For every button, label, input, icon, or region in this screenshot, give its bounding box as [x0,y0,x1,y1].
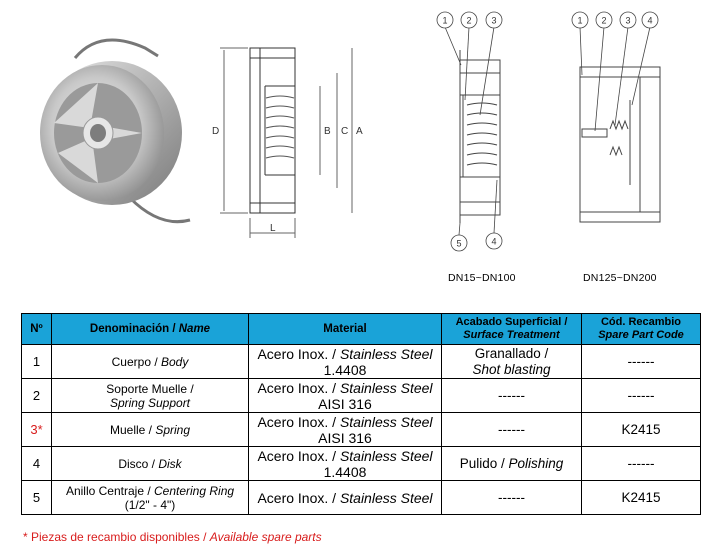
callout-b-2: 2 [466,15,472,26]
dim-label-d: D [212,126,220,137]
row-name: Anillo Centraje / Centering Ring (1/2" - 4") [52,481,249,515]
row-material: Acero Inox. / Stainless Steel AISI 316 [249,379,442,413]
row-number: 1 [22,345,52,379]
row-name: Soporte Muelle / Spring Support [52,379,249,413]
header-material: Material [249,314,442,345]
valve-illustration [20,28,195,238]
callout-c-1: 1 [577,15,583,26]
row-material: Acero Inox. / Stainless Steel 1.4408 [249,447,442,481]
header-no: Nº [22,314,52,345]
table-row [22,481,701,515]
row-surface-treatment: ------ [442,481,582,515]
row-name: Muelle / Spring [52,413,249,447]
callout-c-4: 4 [647,15,653,26]
callout-b-4: 4 [491,236,497,247]
callout-b-1: 1 [442,15,448,26]
row-material: Acero Inox. / Stainless Steel [249,481,442,515]
row-surface-treatment: Granallado / Shot blasting [442,345,582,379]
callout-c-2: 2 [601,15,607,26]
table-row [22,345,701,379]
caption-dn125-dn200: DN125~DN200 [583,272,657,284]
row-spare-code: ------ [582,345,701,379]
spare-parts-footnote: * Piezas de recambio disponibles / Available spare parts [23,530,322,544]
row-number: 2 [22,379,52,413]
row-material: Acero Inox. / Stainless Steel 1.4408 [249,345,442,379]
row-number: 4 [22,447,52,481]
row-number: 3* [22,413,52,447]
row-number: 5 [22,481,52,515]
row-spare-code: K2415 [582,481,701,515]
header-name: Denominación / Name [52,314,249,345]
row-name: Disco / Disk [52,447,249,481]
row-surface-treatment: ------ [442,379,582,413]
callout-b-3: 3 [491,15,497,26]
section-drawing-dn15-dn100 [425,5,535,260]
row-spare-code: ------ [582,379,701,413]
row-surface-treatment: ------ [442,413,582,447]
dim-label-l: L [270,223,276,234]
header-surface-treatment: Acabado Superficial / Surface Treatment [442,314,582,345]
caption-dn15-dn100: DN15~DN100 [448,272,516,284]
row-material: Acero Inox. / Stainless Steel AISI 316 [249,413,442,447]
section-dimension-drawing [200,28,390,253]
table-row [22,379,701,413]
callout-b-5: 5 [456,238,462,249]
dim-label-a: A [356,126,363,137]
parts-table [21,313,701,515]
header-spare-part-code: Cód. Recambio Spare Part Code [582,314,701,345]
dim-label-b: B [324,126,331,137]
callout-c-3: 3 [625,15,631,26]
row-surface-treatment: Pulido / Polishing [442,447,582,481]
dim-label-c: C [341,126,349,137]
row-spare-code: K2415 [582,413,701,447]
row-spare-code: ------ [582,447,701,481]
row-name: Cuerpo / Body [52,345,249,379]
table-header-row [22,314,701,345]
table-row [22,413,701,447]
table-row [22,447,701,481]
section-drawing-dn125-dn200 [560,5,670,260]
